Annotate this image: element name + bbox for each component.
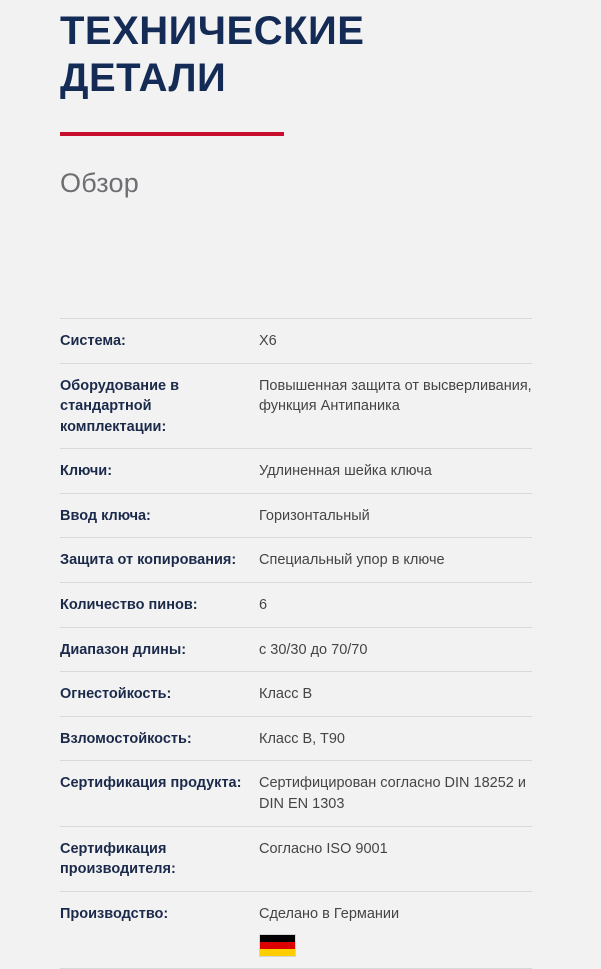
table-row: [60, 891, 532, 969]
specifications-table: [60, 318, 532, 969]
spec-value-with-flag: [259, 891, 532, 969]
page-title: ТЕХНИЧЕСКИЕ ДЕТАЛИ: [60, 9, 365, 101]
spec-label: Диапазон длины:: [60, 641, 187, 658]
spec-value: X6: [259, 333, 277, 349]
table-row: [60, 538, 532, 583]
spec-value: 6: [259, 597, 268, 614]
spec-label: Взломостойкость:: [60, 730, 192, 747]
table-row: [60, 826, 532, 891]
spec-value: Сделано в Германии: [259, 905, 400, 922]
table-row: [60, 716, 532, 761]
spec-value: Класс B, T90: [259, 730, 345, 747]
section-subtitle: Обзор: [60, 168, 139, 199]
spec-value: Согласно ISO 9001: [259, 840, 388, 857]
spec-label: Сертификация производителя:: [60, 840, 176, 878]
spec-value: Класс B: [259, 686, 313, 703]
spec-label: Оборудование в стандартной комплектации:: [60, 377, 179, 435]
spec-label: Ввод ключа:: [60, 507, 151, 524]
spec-value: Удлиненная шейка ключа: [259, 463, 432, 480]
german-flag-icon: [259, 934, 296, 957]
table-row: [60, 761, 532, 826]
table-row: [60, 363, 532, 449]
spec-label: Производство:: [60, 905, 169, 922]
spec-label: Система:: [60, 333, 126, 349]
spec-label: Огнестойкость:: [60, 686, 172, 703]
spec-value: Повышенная защита от высверливания, функция Антипаника: [259, 377, 532, 415]
spec-label: Защита от копирования:: [60, 552, 237, 569]
table-row: [60, 672, 532, 717]
spec-value: Специальный упор в ключе: [259, 552, 445, 569]
spec-label: Ключи:: [60, 463, 113, 480]
spec-label: Количество пинов:: [60, 597, 198, 614]
table-row: [60, 493, 532, 538]
spec-value: Сертифицирован согласно DIN 18252 и DIN EN 1303: [259, 775, 526, 812]
spec-value: Горизонтальный: [259, 507, 370, 524]
table-row: [60, 449, 532, 494]
spec-value: с 30/30 до 70/70: [259, 641, 368, 658]
table-row: [60, 627, 532, 672]
spec-label: Сертификация продукта:: [60, 775, 242, 792]
table-row: [60, 583, 532, 628]
title-underline-rule: [60, 132, 284, 136]
table-row: [60, 319, 532, 364]
